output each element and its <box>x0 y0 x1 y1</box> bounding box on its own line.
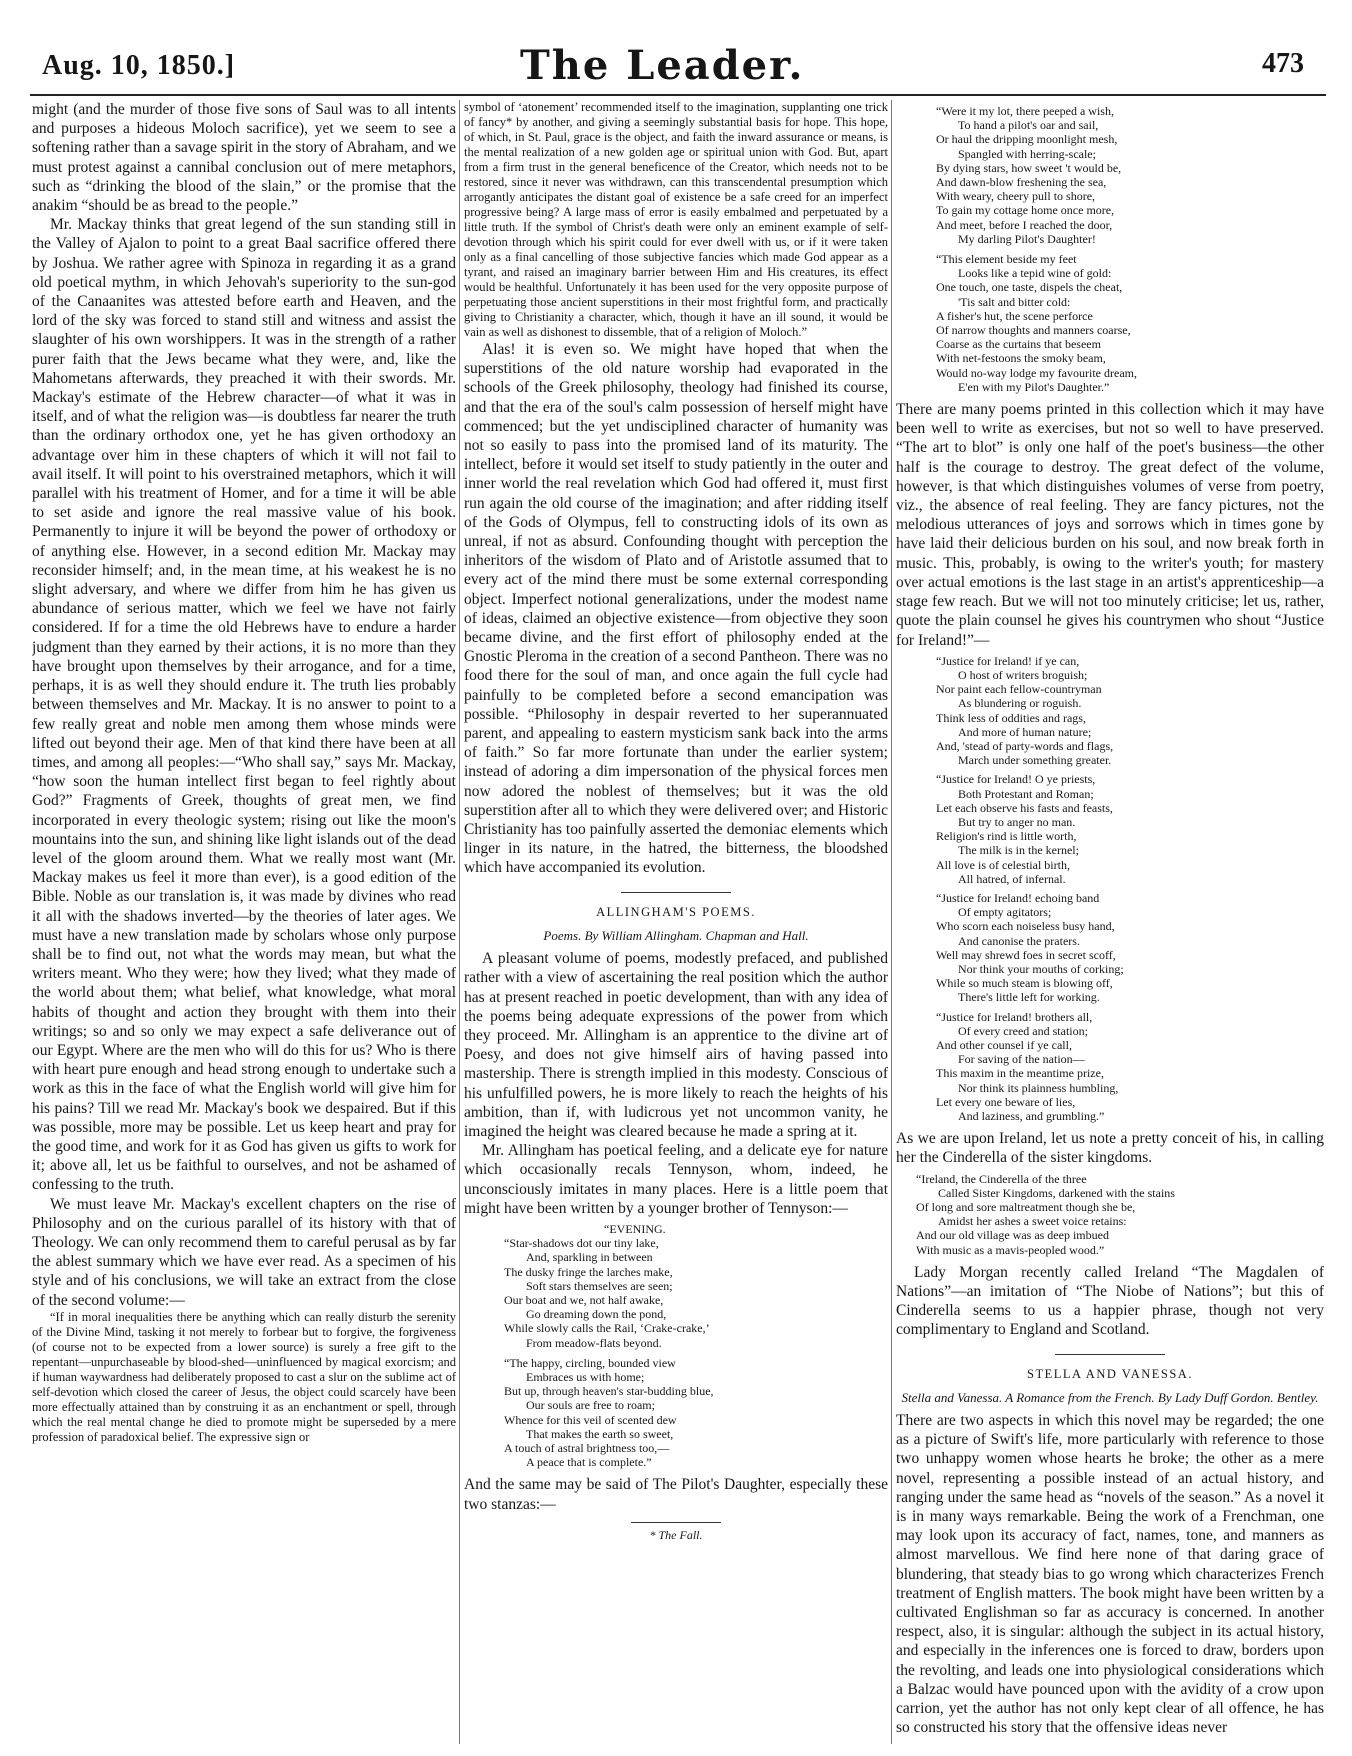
poem-line: And laziness, and grumbling.” <box>958 1109 1105 1123</box>
footnote: * The Fall. <box>649 1527 703 1542</box>
poem-line: Our souls are free to roam; <box>526 1398 655 1413</box>
poem-line: By dying stars, how sweet 't would be, <box>936 160 1122 175</box>
poem-pilots-daughter <box>936 104 1324 394</box>
poem-line: 'Tis salt and bitter cold: <box>958 294 1071 309</box>
column-divider <box>891 100 892 1744</box>
poem-line: The dusky fringe the larches make, <box>504 1264 673 1279</box>
page-number: 473 <box>1262 48 1304 79</box>
paragraph: Mr. Allingham has poetical feeling, and a delicate eye for nature which occasionally recals Tennyson, whom, indeed, he unconsciously imitates in many places. Here is a little poem that might have been written by a younger brother of Tennyson:— <box>464 1142 888 1217</box>
review-heading: ALLINGHAM'S POEMS. <box>596 904 756 919</box>
poem-line: This maxim in the meantime prize, <box>936 1066 1104 1081</box>
poem-line: As blundering or roguish. <box>958 696 1082 711</box>
paragraph: Mr. Mackay thinks that great legend of the sun standing still in the Valley of Ajalon to point to a great Baal sacrifice offered there by Joshua. We rather agree with Spinoza in regarding it as a grand old poetical mythm, in which Jehovah's superiority to the sun-god of the Canaanites was attested before earth and Heaven, and the lord of the sky was forced to stand still and witness and assist the slaughter of his own worshippers. It was in the strength of a rather purer faith that the Jews became what they were, and, like the Mahometans afterwards, they preached it with their swords. Mr. Mackay's estimate of the Hebrew character—of what it was in itself, and of what the religion was—is doubtless far nearer the truth than the ordinary orthodox one, yet he has given orthodoxy an advantage over him in these chapters of which it will not fail to avail itself. It will point to his overstrained metaphors, which it will parallel with his treatment of Homer, and for a time it will be able to set aside and ignore the real massive value of his book. Permanently to injure it will be beyond the power of orthodoxy or of anything else. However, in a second edition Mr. Mackay may reconsider himself; and, in the mean time, at his weakest he is no slight adversary, and where we differ from him he has given us abundance of serious matter, which we feel we have not fairly considered. If for a time the old Hebrews have to endure a harder judgment than they earned by their actions, it is no more than they have brought upon themselves by their arrogance, and for a time, perhaps, it is as well they should endure it. The truth lies probably between themselves and Mr. Mackay. It is no answer to point to a few really great and noble men among them whose minds were lifted out beyond their age. Men of that kind there have been at all times, and among all peoples:—“Who shall say,” says Mr. Mackay, “how soon the human intellect first began to feel rightly about God?” Fragments of Greek, thoughts of great men, we find incorporated in every theologic system; rising out like the moon's mountains into the sun, and shining like light islands out of the dead level of the gloom around them. What we really most want (Mr. Mackay makes us feel it more than ever), is a good edition of the Bible. Noble as our translation is, it was made by divines who read it all with the shadows inverted—by the theories of later ages. We must have a new translation made by scholars whose only purpose shall be to find out, not what the words may mean, but what the writers meant. Who they were; how they lived; what they made of the world about them; what belief, what knowledge, what moral habits of thought and action they brought with them into their writings; so and so only we may expect a safe deliverance out of our Egypt. Where are the men who will do this for us? Who is there with heart pure enough and head strong enough to undertake such a work as this in the face of what the English world will give him for his pains? Till we read Mr. Mackay's book we despaired. But if this was possible, more may be possible. Let us keep heart and pray for the good time, and work for it as God has given us gifts to work for it; above all, let us be faithful to ourselves, and not be ashamed of confessing to the truth. <box>32 216 456 1194</box>
poem-line: One touch, one taste, dispels the cheat, <box>936 280 1123 295</box>
poem-line: From meadow-flats beyond. <box>526 1335 662 1350</box>
poem-line: Go dreaming down the pond, <box>526 1307 667 1322</box>
poem-line: Of narrow thoughts and manners coarse, <box>936 323 1131 338</box>
paragraph: There are many poems printed in this collection which it may have been well to write as exercises, but not so well to have preserved. “The art to blot” is only one half of the poet's business—the other half is the courage to destroy. The great defect of the volume, however, is that which distinguishes volumes of verse from poetry, viz., the absence of real feeling. They are fancy pictures, not the melodious utterances of joys and sorrows which in times gone by have laid their delicious burden on his soul, and now break forth in music. This, probably, is owing to the writer's youth; for mastery over actual emotions is the last stage in an artist's apprenticeship—a stage few reach. But we will not too minutely criticise; let us, rather, quote the plain counsel he gives his countrymen who shout “Justice for Ireland!”— <box>896 401 1324 649</box>
paragraph: And the same may be said of The Pilot's Daughter, especially these two stanzas:— <box>464 1476 888 1513</box>
review-citation: Stella and Vanessa. A Romance from the French. By Lady Duff Gordon. Bentley. <box>901 1389 1319 1405</box>
poem-line: And, 'stead of party-words and flags, <box>936 738 1114 753</box>
poem-line: Who scorn each noiseless busy hand, <box>936 919 1115 934</box>
poem-line: O host of writers broguish; <box>958 667 1088 682</box>
section-rule <box>1055 1354 1165 1355</box>
poem-line: “Were it my lot, there peeped a wish, <box>936 104 1114 118</box>
poem-line: But try to anger no man. <box>958 814 1076 829</box>
poem-line: With weary, cheery pull to shore, <box>936 189 1096 204</box>
poem-line: Our boat and we, not half awake, <box>504 1292 664 1307</box>
poem-line: A fisher's hut, the scene perforce <box>936 308 1093 323</box>
poem-justice-for-ireland <box>936 654 1324 1124</box>
poem-line: Well may shrewd foes in secret scoff, <box>936 947 1116 962</box>
poem-line: Let each observe his fasts and feasts, <box>936 800 1113 815</box>
poem-line: For saving of the nation— <box>958 1052 1085 1067</box>
poem-line: Of empty agitators; <box>958 905 1052 920</box>
poem-line: And meet, before I reached the door, <box>936 217 1113 232</box>
poem-line: “Justice for Ireland! if ye can, <box>936 653 1080 668</box>
poem-line: A peace that is complete.” <box>526 1455 652 1470</box>
column-1 <box>32 100 456 1744</box>
masthead-title: The Leader. <box>520 42 805 89</box>
poem-line: Would no-way lodge my favourite dream, <box>936 365 1137 380</box>
poem-line: With net-festoons the smoky beam, <box>936 351 1106 366</box>
poem-line: But up, through heaven's star-budding blue, <box>504 1384 714 1399</box>
poem-line: Amidst her ashes a sweet voice retains: <box>938 1214 1127 1229</box>
poem-line: Both Protestant and Roman; <box>958 786 1094 801</box>
poem-line: “Justice for Ireland! echoing band <box>936 890 1100 905</box>
poem-line: March under something greater. <box>958 753 1112 768</box>
poem-line: Whence for this veil of scented dew <box>504 1412 677 1427</box>
poem-line: Let every one beware of lies, <box>936 1094 1076 1109</box>
poem-line: And our old village was as deep imbued <box>916 1228 1109 1243</box>
poem-line: And canonise the praters. <box>958 933 1080 948</box>
poem-cinderella <box>916 1172 1324 1257</box>
poem-line: Think less of oddities and rags, <box>936 710 1086 725</box>
poem-line: And dawn-blow freshening the sea, <box>936 175 1107 190</box>
poem-title: “EVENING. <box>604 1221 666 1236</box>
poem-line: With music as a mavis-peopled wood.” <box>916 1242 1105 1257</box>
poem-line: Soft stars themselves are seen; <box>526 1278 673 1293</box>
poem-line: “Star-shadows dot our tiny lake, <box>504 1236 659 1251</box>
poem-line: All love is of celestial birth, <box>936 857 1070 872</box>
poem-line: Or haul the dripping moonlight mesh, <box>936 132 1118 147</box>
poem-evening <box>504 1222 888 1469</box>
extract-quote: symbol of ‘atonement’ recommended itself to the imagination, supplanting one trick of fancy* by another, and giving a seemingly substantial basis for hope. This hope, of which, in St. Paul, grace is the object, and faith the inward assurance or means, is the mental realization of a new golden age or spiritual union with God. But, apart from a firm trust in the general beneficence of the Creator, which needs not to be restored, since it never was withdrawn, can this transcendental presumption which arrogantly anticipates the distant goal of existence be a safe creed for an imperfect progressive being? A large mass of error is easily embalmed and perpetuated by a little truth. If the symbol of Christ's death were only an eminent example of self-devotion through which his spirit could for ever dwell with us, or if it were taken only as a final cancelling of those subjective fancies which made God appear as a tyrant, and raised an imaginary barrier between Him and His creatures, its effect would be healthful. Unfortunately it has been used for the very opposite purpose of perpetuating those ancient superstitions in their most frightful form, and practically giving to Christianity a character, which, though it have an ill sound, it would be vain as well as dishonest to dissemble, that of a religion of Moloch.” <box>464 100 888 339</box>
paragraph: might (and the murder of those five sons of Saul was to all intents and purposes a hideous Moloch sacrifice), yet we seem to see a softening rather than a savage spirit in the story of Abraham, and we must protest against a cannibal conclusion out of mere metaphors, such as “drinking the blood of the slain,” or the promise that the anakim “should be as bread to the people.” <box>32 101 456 215</box>
poem-line: Embraces us with home; <box>526 1369 645 1384</box>
column-divider <box>459 100 460 1744</box>
poem-line: “Ireland, the Cinderella of the three <box>916 1171 1087 1186</box>
paragraph: Lady Morgan recently called Ireland “The Magdalen of Nations”—an imitation of “The Niobe of Nations”; but this of Cinderella seems to us a happier phrase, though not very complimentary to England and Scotland. <box>896 1263 1324 1339</box>
review-heading: STELLA AND VANESSA. <box>1027 1366 1193 1381</box>
paragraph: We must leave Mr. Mackay's excellent chapters on the rise of Philosophy and on the curious parallel of its history with that of Theology. We can only recommend them to careful perusal as by far the ablest summary which we have ever read. As a specimen of his style and of his conclusions, we will take an extract from the close of the second volume:— <box>32 1195 456 1309</box>
poem-line: To hand a pilot's oar and sail, <box>958 118 1099 133</box>
poem-line: Nor paint each fellow-countryman <box>936 682 1102 697</box>
poem-line: “This element beside my feet <box>936 252 1077 267</box>
poem-line: “Justice for Ireland! brothers all, <box>936 1009 1093 1024</box>
review-citation: Poems. By William Allingham. Chapman and Hall. <box>543 927 809 943</box>
column-2 <box>464 100 888 1744</box>
header-rule <box>30 94 1326 96</box>
poem-line: That makes the earth so sweet, <box>526 1426 674 1441</box>
paragraph: A pleasant volume of poems, modestly prefaced, and published rather with a view of ascertaining the real position which the author has at present reached in poetic development, than with any idea of the poems being adequate expressions of the power from which they proceed. Mr. Allingham is an apprentice to the divine art of Poesy, and does not give himself airs of having passed into mastership. There is strength implied in this modesty. Conscious of his unfulfilled powers, he is more likely to reach the heights of his ambition, than if, with ludicrous yet not uncommon vanity, he imagined the height was cleared because he made a spring at it. <box>464 950 888 1140</box>
poem-line: There's little left for working. <box>958 990 1100 1005</box>
poem-line: To gain my cottage home once more, <box>936 203 1115 218</box>
poem-line: Nor think your mouths of corking; <box>958 961 1124 976</box>
page-header <box>0 0 1352 100</box>
poem-line: “The happy, circling, bounded view <box>504 1355 676 1370</box>
section-rule <box>621 892 731 893</box>
poem-line: Of every creed and station; <box>958 1023 1088 1038</box>
poem-line: Religion's rind is little worth, <box>936 829 1077 844</box>
paragraph: There are two aspects in which this novel may be regarded; the one as a picture of Swift's life, more particularly with reference to those two unhappy women whose hearts he broke; the other as a mere novel, representing a possible instead of an actual history, and ranging under the same head as “novels of the season.” As a novel it is in many ways remarkable. Being the work of a Frenchman, one may look upon its accuracy of fact, names, tone, and manners as almost marvellous. We find here none of that daring grace of blundering, that steady bias to go wrong which characterizes French treatment of English matters. The book might have been written by a cultivated Englishman so far as accuracy is concerned. In another respect, also, it is singular: although the subject in its actual history, and especially in the inferences one is forced to draw, borders upon the revolting, and leads one into physiological considerations which a Balzac would have pounced upon with the avidity of a crow upon carrion, yet the author has not only kept clear of all offence, he has so constructed his story that the offensive ideas never <box>896 1412 1324 1737</box>
poem-line: And other counsel if ye call, <box>936 1037 1072 1052</box>
poem-line: And more of human nature; <box>958 724 1092 739</box>
extract-quote: “If in moral inequalities there be anything which can really disturb the serenity of the Divine Mind, tasking it not merely to forbear but to forgive, the forgiveness (of course not to be expected from a lower source) is surely a free gift to the repentant—unpurchaseable by blood-shed—uninfluenced by magical exorcism; and if human waywardness had deliberately proposed to cast a slur on the sublime act of self-devotion which closed the career of Jesus, the object could scarcely have been more effectually attained than by construing it as an enchantment or spell, through which the real mental change he died to promote might be superseded by a mere profession of paradoxical belief. The expressive sign or <box>32 1309 456 1444</box>
poem-line: Of long and sore maltreatment though she be, <box>916 1200 1136 1215</box>
poem-line: “Justice for Ireland! O ye priests, <box>936 772 1096 787</box>
paragraph: As we are upon Ireland, let us note a pretty conceit of his, in calling her the Cinderella of the sister kingdoms. <box>896 1130 1324 1167</box>
poem-line: Called Sister Kingdoms, darkened with the stains <box>938 1185 1175 1200</box>
poem-line: Spangled with herring-scale; <box>958 146 1096 161</box>
column-3 <box>896 100 1324 1744</box>
issue-date: Aug. 10, 1850.] <box>42 50 236 81</box>
poem-line: My darling Pilot's Daughter! <box>958 231 1096 246</box>
paragraph: Alas! it is even so. We might have hoped that when the superstitions of the old nature worship had evaporated in the schools of the Greek philosophy, theology had finished its course, and that the era of the soul's calm possession of herself might have commenced; but the yet undisciplined character of humanity was not so easily to pass into the promised land of its maturity. The intellect, before it would set itself to study patiently in the outer and inner world the real revelation which God had offered it, must first run again the old course of the imagination; and after ridding itself of the Gods of Olympus, fell to constructing idols of its own as unreal, if not as absurd. Confounding thought with perception the inheritors of the wisdom of Plato and of Aristotle assumed that to every act of the mind there must be some external corresponding object. Imperfect notional generalizations, under the modest name of ideas, claimed an objective existence—from objective they soon became divine, and the first effort of philosophy ended at the Gnostic Pleroma in the creation of a second Pantheon. There was no food there for the soul of man, and once again the full cycle had painfully to be completed before a second emancipation was possible. “Philosophy in despair reverted to her superannuated parent, and appealing to eastern mysticism sank back into the arms of faith.” So far more fortunate than under the earlier system; instead of adoring a dim impersonation of the physical forces men now adored the noblest of themselves; but it was the old superstition after all to which they were delivered over; and Historic Christianity has too painfully asserted the demoniac elements which linger in its nature, in the hatred, the bitterness, the bloodshed which have accompanied its evolution. <box>464 341 888 877</box>
poem-line: And, sparkling in between <box>526 1250 653 1265</box>
poem-line: The milk is in the kernel; <box>958 843 1079 858</box>
poem-line: Nor think its plainness humbling, <box>958 1080 1119 1095</box>
poem-line: While so much steam is blowing off, <box>936 976 1113 991</box>
footnote-rule <box>631 1522 721 1523</box>
poem-line: Looks like a tepid wine of gold: <box>958 266 1112 281</box>
poem-line: A touch of astral brightness too,— <box>504 1440 670 1455</box>
poem-line: All hatred, of infernal. <box>958 871 1066 886</box>
poem-line: Coarse as the curtains that beseem <box>936 337 1101 352</box>
poem-line: While slowly calls the Rail, ‘Crake-crake,’ <box>504 1321 710 1336</box>
poem-line: E'en with my Pilot's Daughter.” <box>958 379 1110 394</box>
